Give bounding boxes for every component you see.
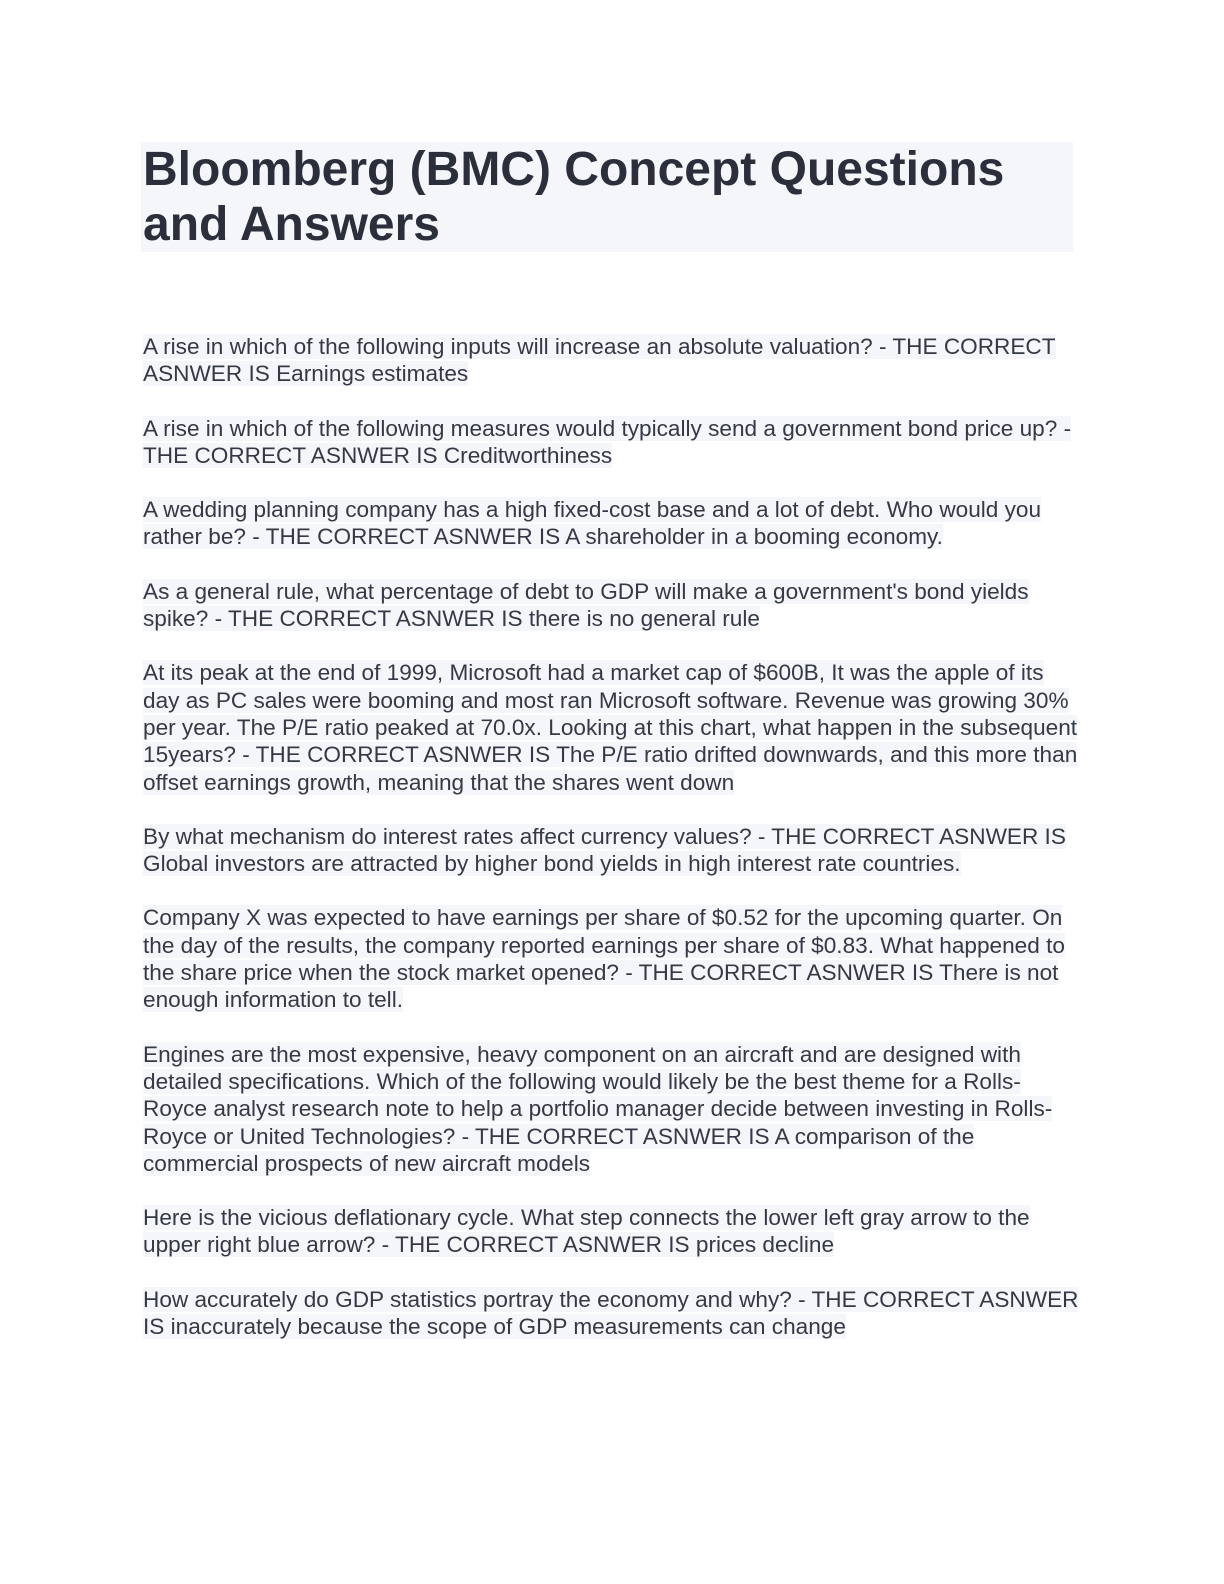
qa-item-text: As a general rule, what percentage of debt to GDP will make a government's bond yields spike? - THE CORRECT ASNWER IS there is no general rule [143,578,1029,632]
document-title: Bloomberg (BMC) Concept Questions and Answers [143,143,1005,251]
qa-item-text: Engines are the most expensive, heavy component on an aircraft and are designed with detailed specifications. Which of the following would likely be the best theme for a Rolls-Royce analyst research note to help a portfolio manager decide between investing in Rolls-Royce or United Technologies? - THE CORRECT ASNWER IS A comparison of the commercial prospects of new aircraft models [143,1041,1053,1176]
qa-item-text: How accurately do GDP statistics portray the economy and why? - THE CORRECT ASNWER IS inaccurately because the scope of GDP measurements can change [143,1286,1079,1340]
qa-item-text: Company X was expected to have earnings per share of $0.52 for the upcoming quarter. On the day of the results, the company reported earnings per share of $0.83. What happened to the share price when the stock market opened? - THE CORRECT ASNWER IS There is not enough information to tell. [143,905,1065,1013]
qa-item-text: At its peak at the end of 1999, Microsoft had a market cap of $600B, It was the apple of its day as PC sales were booming and most ran Microsoft software. Revenue was growing 30% per year. The P/E ratio peaked at 70.0x. Looking at this chart, what happen in the subsequent 15years? - THE CORRECT ASNWER IS The P/E ratio drifted downwards, and this more than offset earnings growth, meaning that the shares went down [143,660,1078,795]
qa-item [143,578,1083,633]
qa-item-text: A rise in which of the following inputs will increase an absolute valuation? - THE CORRECT ASNWER IS Earnings estimates [143,334,1056,387]
qa-item [143,415,1083,470]
qa-item [143,1041,1083,1177]
qa-item [143,496,1083,551]
qa-list [143,333,1083,1367]
qa-item [143,904,1083,1013]
qa-item-text: A rise in which of the following measures would typically send a government bond price up? - THE CORRECT ASNWER IS Creditworthiness [143,415,1072,468]
qa-item-text: Here is the vicious deflationary cycle. What step connects the lower left gray arrow to the upper right blue arrow? - THE CORRECT ASNWER IS prices decline [143,1205,1030,1258]
qa-item-text: By what mechanism do interest rates affect currency values? - THE CORRECT ASNWER IS Global investors are attracted by higher bond yields in high interest rate countries. [143,823,1066,877]
qa-item [143,333,1083,388]
qa-item-text: A wedding planning company has a high fixed-cost base and a lot of debt. Who would you rather be? - THE CORRECT ASNWER IS A shareholder in a booming economy. [143,497,1042,550]
qa-item [143,1204,1083,1259]
qa-item [143,659,1083,795]
qa-item [143,823,1083,878]
qa-item [143,1286,1083,1341]
title-block [141,142,1073,252]
